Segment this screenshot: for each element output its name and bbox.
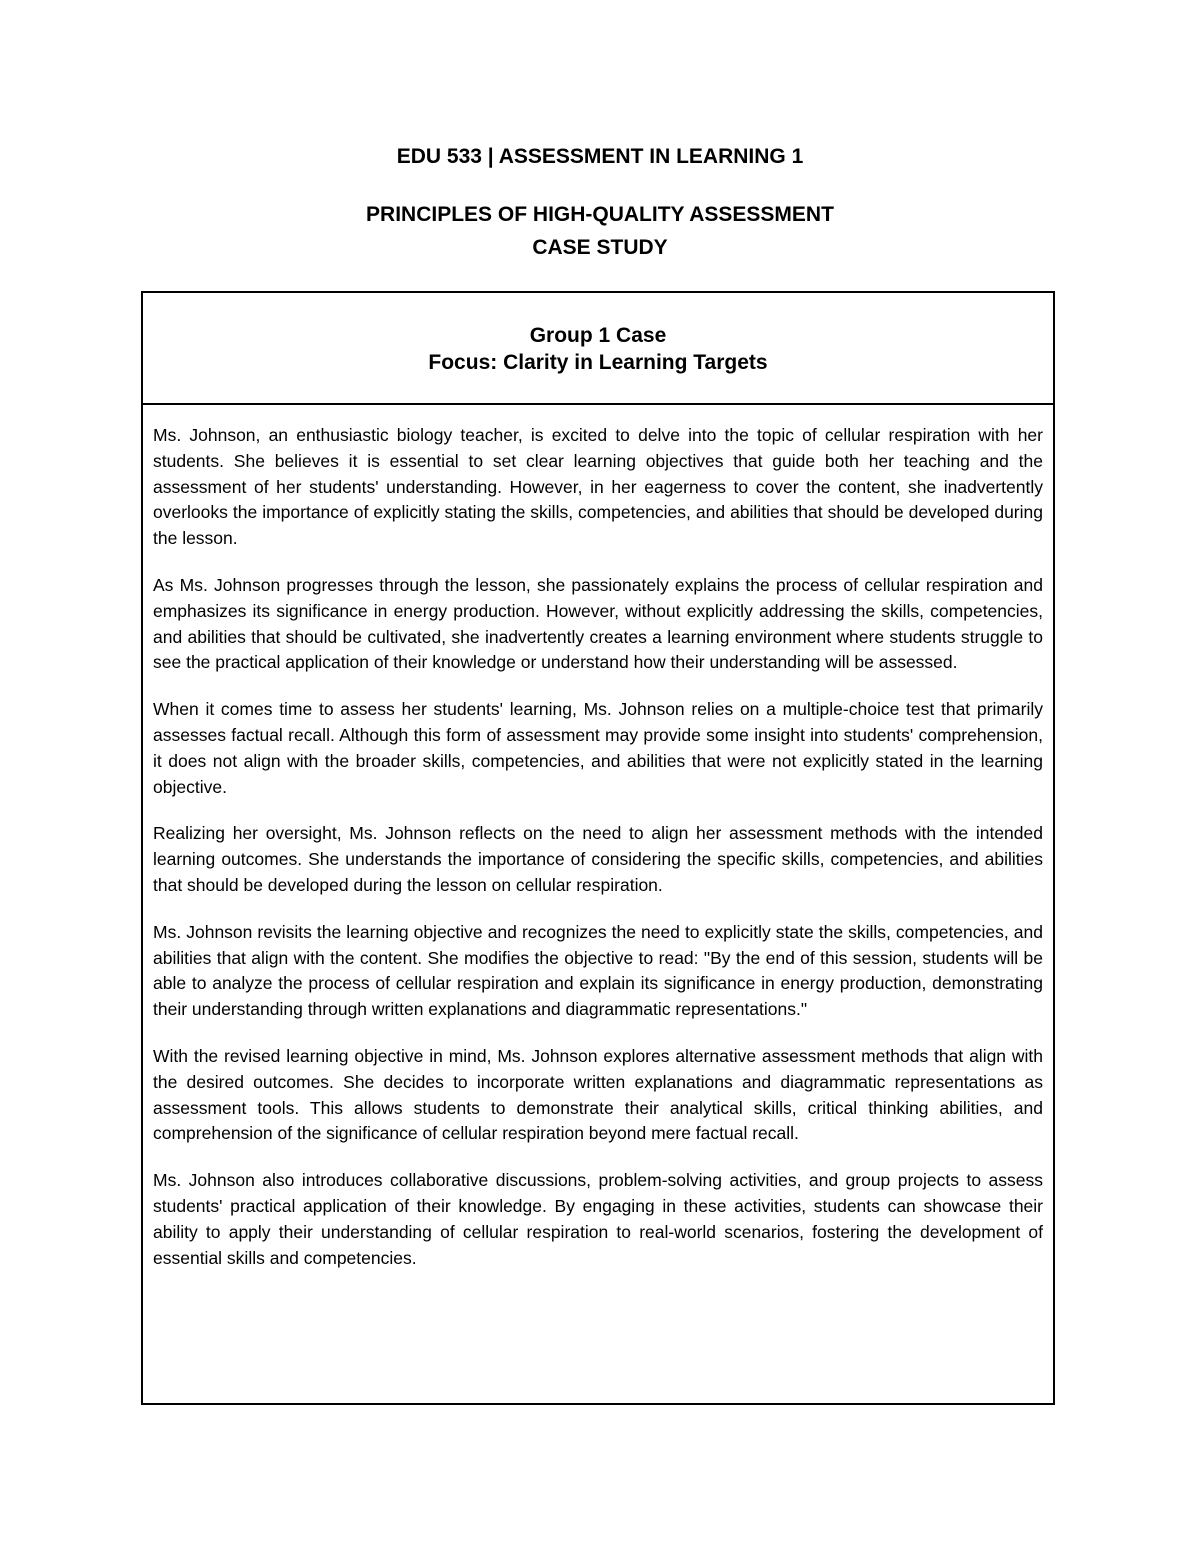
document-subtitle: CASE STUDY (532, 236, 668, 259)
case-body (143, 405, 1053, 1271)
case-paragraph-7: Ms. Johnson also introduces collaborative discussions, problem-solving activities, and group projects to assess students' practical application of their knowledge. By engaging in these activities, students can showcase their ability to apply their understanding of cellular respiration to real-world scenarios, fostering the development of essential skills and competencies. (153, 1170, 1043, 1268)
case-paragraph-6: With the revised learning objective in mind, Ms. Johnson explores alternative assessment methods that align with the desired outcomes. She decides to incorporate written explanations and diagrammatic representations as assessment tools. This allows students to demonstrate their analytical skills, critical thinking abilities, and comprehension of the significance of cellular respiration beyond mere factual recall. (153, 1045, 1043, 1144)
case-paragraph-1: Ms. Johnson, an enthusiastic biology teacher, is excited to delve into the topic of cellular respiration with her students. She believes it is essential to set clear learning objectives that guide both her teaching and the assessment of her students' understanding. However, in her eagerness to cover the content, she inadvertently overlooks the importance of explicitly stating the skills, competencies, and abilities that should be developed during the lesson. (153, 425, 1043, 549)
case-paragraph-2: As Ms. Johnson progresses through the lesson, she passionately explains the process of cellular respiration and emphasizes its significance in energy production. However, without explicitly addressing the skills, competencies, and abilities that should be cultivated, she inadvertently creates a learning environment where students struggle to see the practical application of their knowledge or understand how their understanding will be assessed. (153, 574, 1043, 673)
case-paragraph-3: When it comes time to assess her students' learning, Ms. Johnson relies on a multiple-choice test that primarily assesses factual recall. Although this form of assessment may provide some insight into students' comprehension, it does not align with the broader skills, competencies, and abilities that were not explicitly stated in the learning objective. (153, 699, 1043, 797)
case-header (143, 293, 1053, 405)
group-label: Group 1 Case (529, 324, 667, 347)
case-paragraph-4: Realizing her oversight, Ms. Johnson reflects on the need to align her assessment methods with the intended learning outcomes. She understands the importance of considering the specific skills, competencies, and abilities that should be developed during the lesson on cellular respiration. (153, 823, 1043, 895)
case-paragraph-5: Ms. Johnson revisits the learning objective and recognizes the need to explicitly state the skills, competencies, and abilities that align with the content. She modifies the objective to read: "By the end of this session, students will be able to analyze the process of cellular respiration and explain its significance in energy production, demonstrating their understanding through written explanations and diagrammatic representations." (153, 921, 1043, 1020)
document-title: PRINCIPLES OF HIGH-QUALITY ASSESSMENT (366, 203, 834, 226)
case-focus: Focus: Clarity in Learning Targets (428, 351, 768, 374)
course-title: EDU 533 | ASSESSMENT IN LEARNING 1 (396, 145, 804, 168)
case-study-box (141, 291, 1055, 1405)
